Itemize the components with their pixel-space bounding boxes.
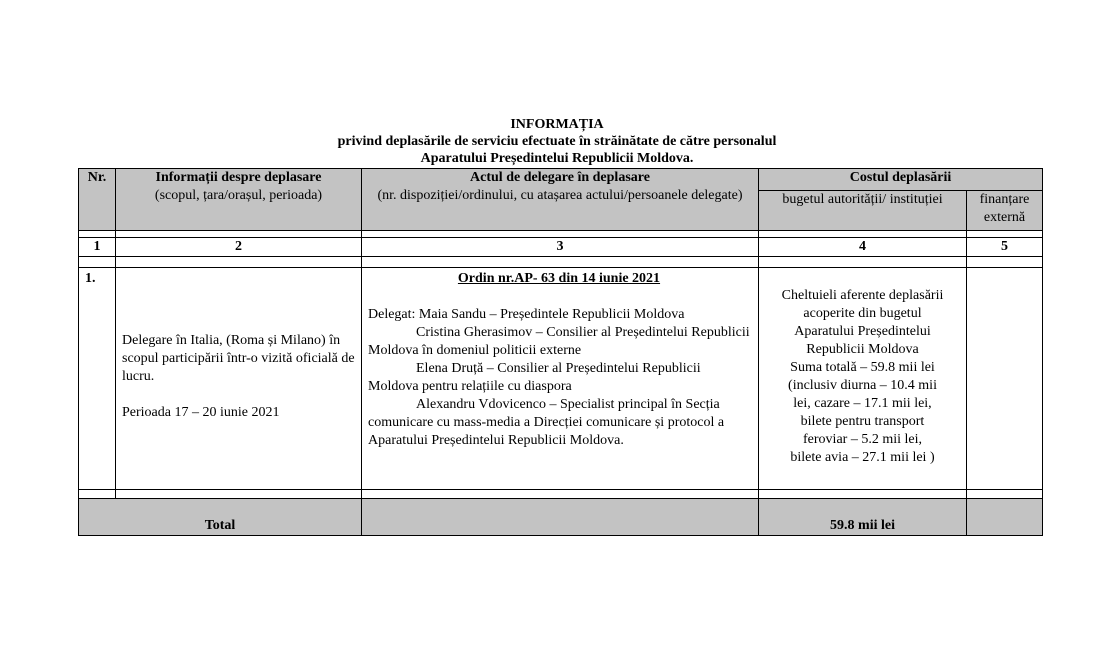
- header-cost-budget: bugetul autorității/ instituției: [759, 191, 967, 231]
- row-info-purpose: Delegare în Italia, (Roma și Milano) în scopul participării într-o vizită oficială de lucru.: [122, 333, 355, 384]
- total-value: 59.8 mii lei: [759, 499, 967, 536]
- travel-table: [78, 168, 1043, 536]
- header-cost: Costul deplasării: [759, 169, 1043, 191]
- cost-line: Aparatului Președintelui: [794, 324, 931, 339]
- total-label: Total: [79, 499, 362, 536]
- header-info-sub: (scopul, țara/orașul, perioada): [154, 188, 323, 203]
- delegate-item: Delegat: Maia Sandu – Președintele Republicii Moldova: [368, 307, 685, 322]
- header-nr: Nr.: [79, 169, 116, 231]
- row-cost-external: [967, 268, 1043, 490]
- cost-line: lei, cazare – 17.1 mii lei,: [793, 396, 932, 411]
- delegate-item: Elena Druță – Consilier al Președintelui Republicii Moldova pentru relațiile cu diaspora: [368, 361, 701, 394]
- cost-line: Republicii Moldova: [806, 342, 919, 357]
- document-subtitle-2: Aparatului Președintelui Republicii Moldova.: [420, 151, 694, 166]
- total-external-empty: [967, 499, 1043, 536]
- document-title: INFORMAȚIA: [510, 117, 604, 132]
- row-act: [362, 268, 759, 490]
- column-number: 3: [362, 238, 759, 257]
- cost-line: bilete pentru transport: [800, 414, 925, 429]
- cost-line: bilete avia – 27.1 mii lei ): [790, 450, 935, 465]
- cost-line: Cheltuieli aferente deplasării: [781, 288, 944, 303]
- header-info: [116, 169, 362, 231]
- delegate-item: Alexandru Vdovicenco – Specialist principal în Secția comunicare cu mass-media a Direcției comunicare și protocol a Aparatului Președintelui Republicii Moldova.: [368, 397, 725, 448]
- row-cost-budget: [759, 268, 967, 490]
- document-subtitle: privind deplasările de serviciu efectuate în străinătate de către personalul: [337, 134, 777, 149]
- column-number: 4: [759, 238, 967, 257]
- row-nr: 1.: [79, 268, 116, 490]
- row-info-period: Perioada 17 – 20 iunie 2021: [122, 405, 280, 420]
- header-act-sub: (nr. dispoziției/ordinului, cu atașarea actului/persoanele delegate): [377, 188, 743, 203]
- total-empty: [362, 499, 759, 536]
- cost-line: feroviar – 5.2 mii lei,: [803, 432, 922, 447]
- column-number: 2: [116, 238, 362, 257]
- header-act-title: Actul de delegare în deplasare: [470, 170, 650, 185]
- delegate-item: Cristina Gherasimov – Consilier al Președintelui Republicii Moldova în domeniul politicii externe: [368, 325, 750, 358]
- cost-line: acoperite din bugetul: [803, 306, 922, 321]
- cost-line: Suma totală – 59.8 mii lei: [790, 360, 935, 375]
- header-act: [362, 169, 759, 231]
- column-number: 1: [79, 238, 116, 257]
- cost-line: (inclusiv diurna – 10.4 mii: [788, 378, 937, 393]
- header-info-title: Informații despre deplasare: [155, 170, 322, 185]
- row-info: [116, 268, 362, 490]
- header-cost-external: finanțare externă: [967, 191, 1043, 231]
- order-title: Ordin nr.AP- 63 din 14 iunie 2021: [457, 271, 661, 286]
- column-number: 5: [967, 238, 1043, 257]
